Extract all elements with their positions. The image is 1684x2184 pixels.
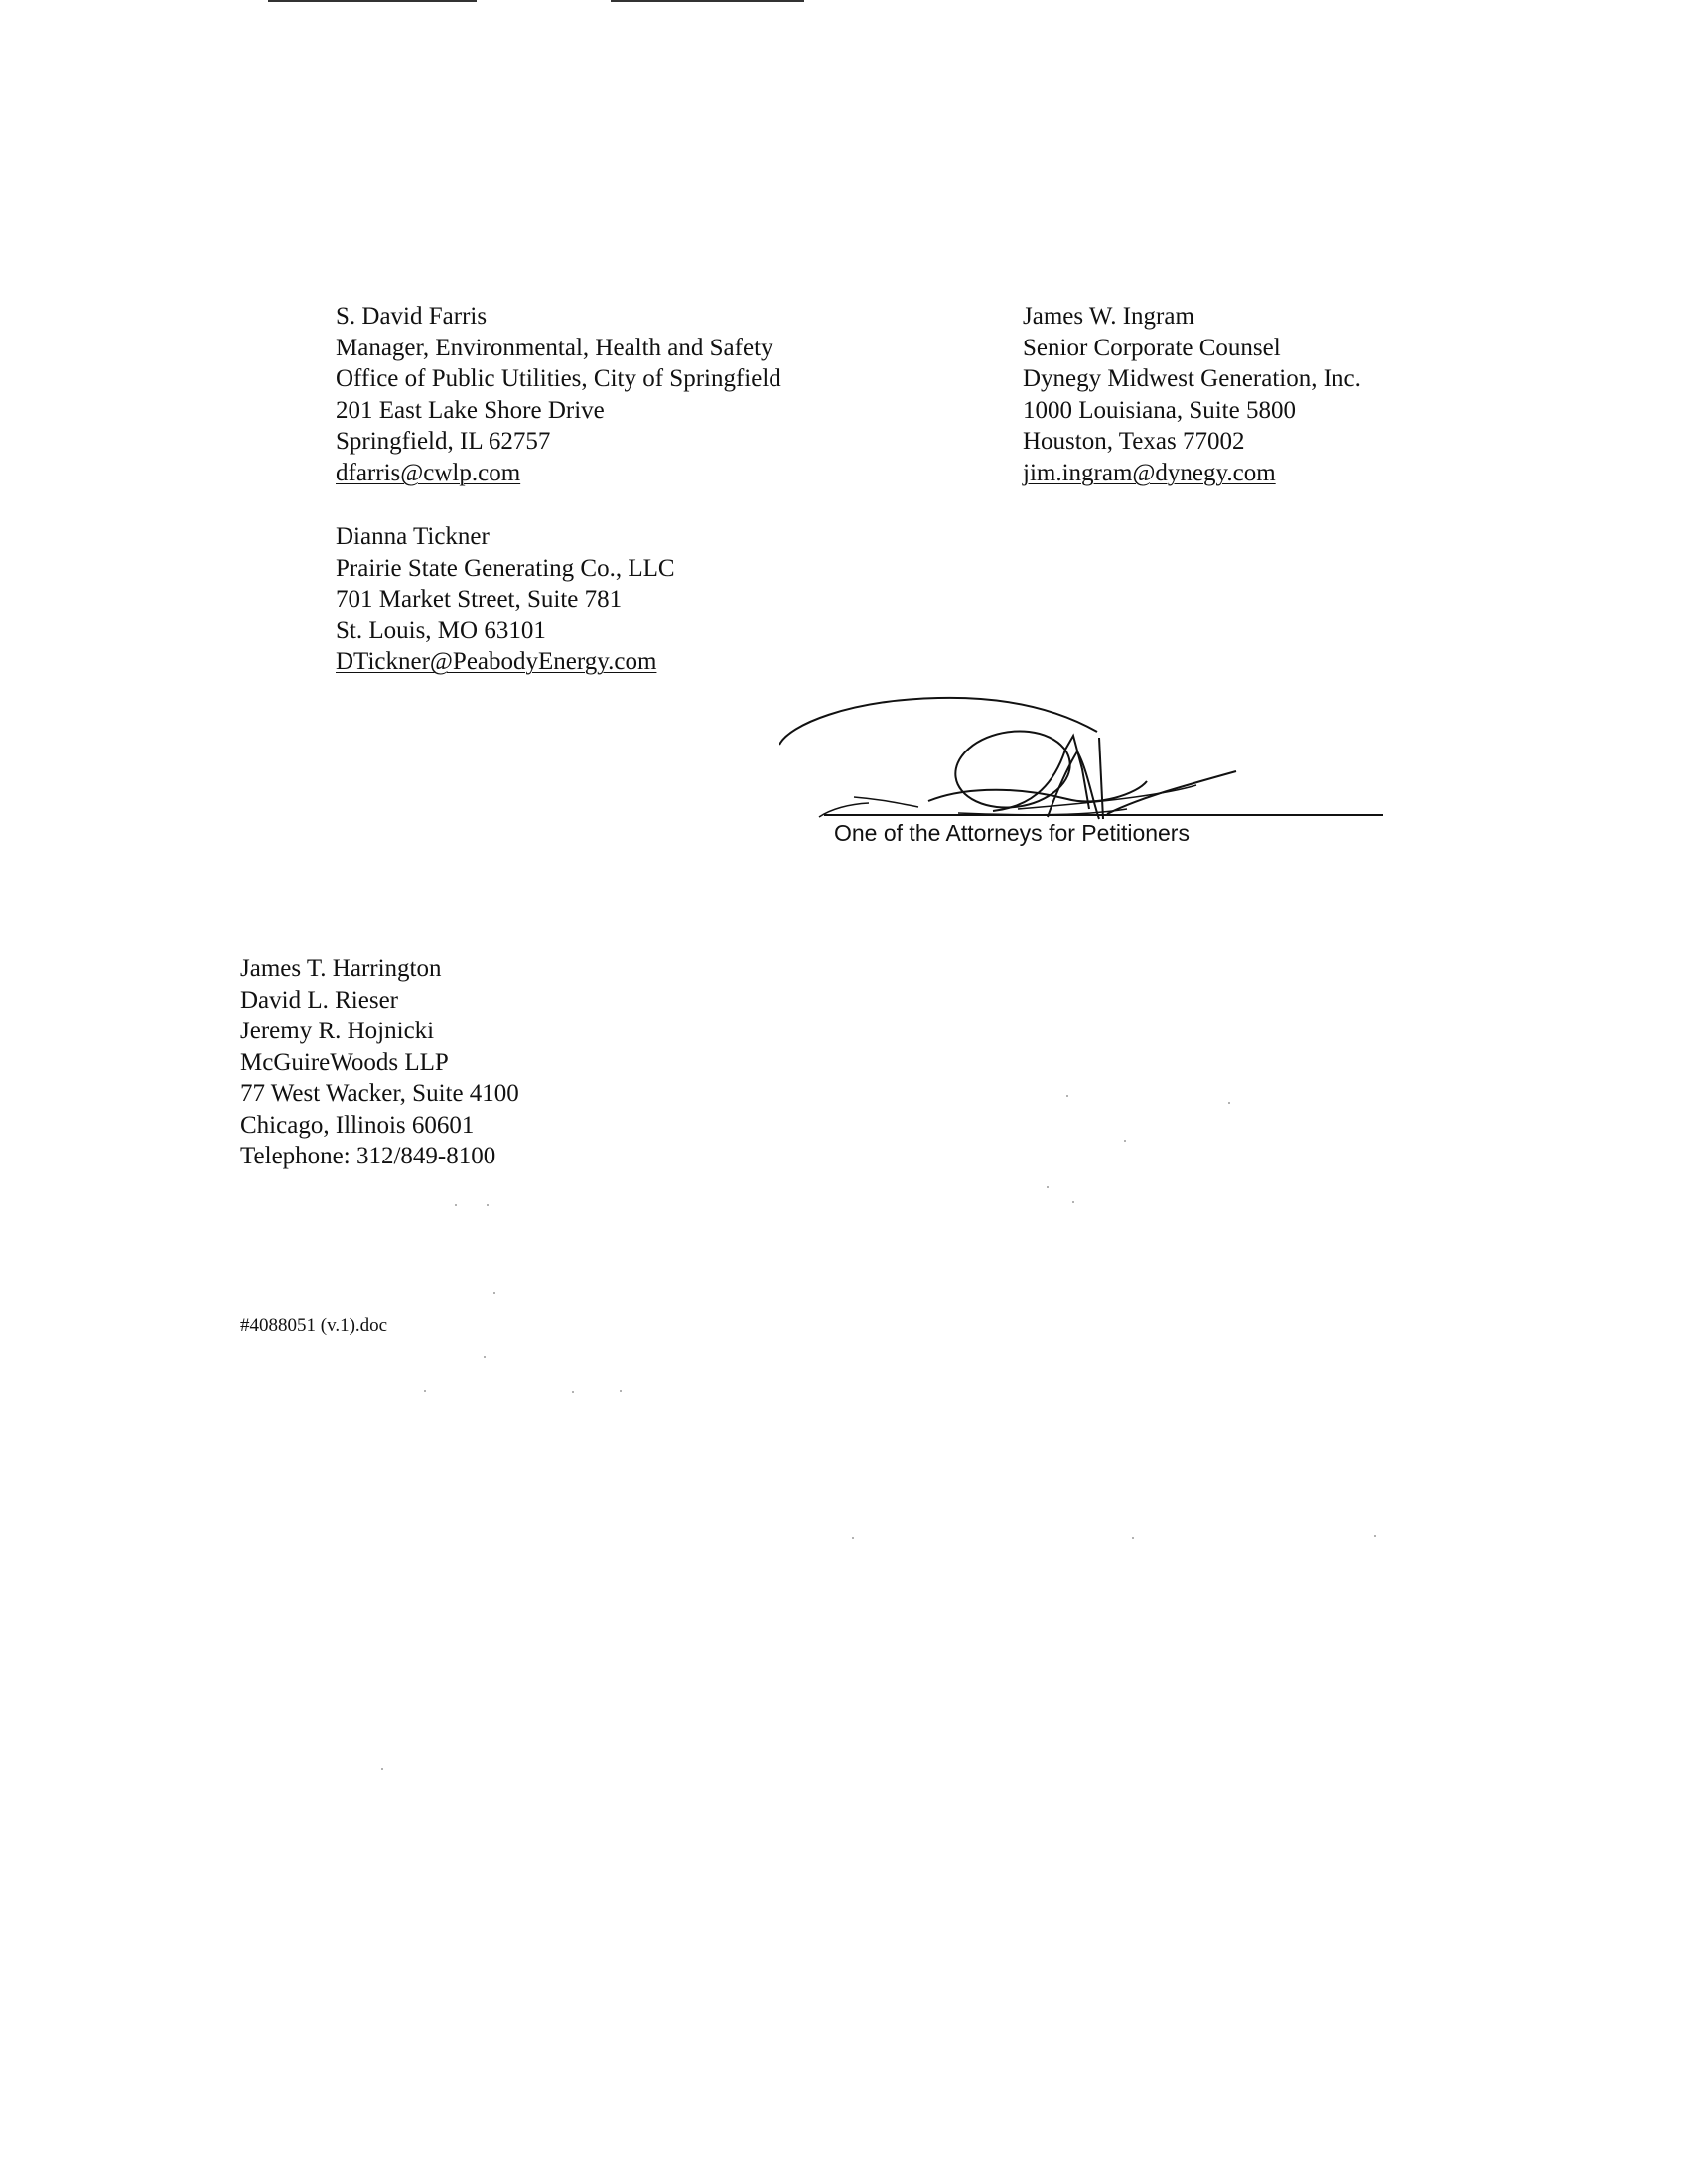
contact-email-link[interactable]: DTickner@PeabodyEnergy.com (336, 648, 657, 675)
attorney-name: Jeremy R. Hojnicki (240, 1018, 435, 1044)
scan-speck (1374, 1535, 1376, 1537)
signature-caption: One of the Attorneys for Petitioners (834, 820, 1190, 846)
signature-block (779, 690, 1400, 859)
contact-block-tickner (336, 521, 675, 678)
scan-speck (1066, 1095, 1068, 1097)
firm-telephone: Telephone: 312/849-8100 (240, 1143, 496, 1169)
scan-speck (487, 1204, 489, 1206)
scan-speck (455, 1204, 457, 1206)
contact-block-farris (336, 301, 781, 488)
contact-organization: Office of Public Utilities, City of Springfield (336, 365, 781, 392)
contact-email-link[interactable]: dfarris@cwlp.com (336, 459, 521, 486)
contact-address-line2: St. Louis, MO 63101 (336, 616, 546, 644)
scan-speck (1228, 1102, 1230, 1104)
scan-speck (381, 1768, 383, 1770)
scan-speck (1047, 1186, 1049, 1188)
scan-speck (484, 1356, 486, 1358)
contact-address-line2: Springfield, IL 62757 (336, 428, 551, 455)
contact-organization: Prairie State Generating Co., LLC (336, 554, 675, 582)
contact-address-line2: Houston, Texas 77002 (1023, 428, 1245, 455)
document-id: #4088051 (v.1).doc (240, 1315, 388, 1336)
firm-address-line1: 77 West Wacker, Suite 4100 (240, 1080, 519, 1107)
contact-name: S. David Farris (336, 303, 488, 330)
contact-address-line1: 1000 Louisiana, Suite 5800 (1023, 396, 1296, 424)
firm-address-line2: Chicago, Illinois 60601 (240, 1111, 475, 1139)
contact-block-ingram (1023, 301, 1361, 488)
attorney-name: David L. Rieser (240, 986, 398, 1014)
attorney-name: James T. Harrington (240, 955, 442, 982)
top-rule-left (268, 0, 477, 2)
contact-address-line1: 701 Market Street, Suite 781 (336, 586, 623, 613)
scan-speck (1132, 1537, 1134, 1539)
counsel-block (240, 953, 519, 1172)
contact-email-link[interactable]: jim.ingram@dynegy.com (1023, 459, 1276, 486)
contact-name: James W. Ingram (1023, 303, 1194, 330)
contact-address-line1: 201 East Lake Shore Drive (336, 396, 605, 424)
contact-title: Senior Corporate Counsel (1023, 334, 1281, 361)
scan-speck (572, 1391, 574, 1393)
law-firm-name: McGuireWoods LLP (240, 1048, 449, 1076)
scan-speck (493, 1292, 495, 1294)
scan-speck (852, 1537, 854, 1539)
contact-title: Manager, Environmental, Health and Safety (336, 334, 773, 361)
top-rule-right (611, 0, 804, 2)
scan-speck (424, 1390, 426, 1392)
contact-organization: Dynegy Midwest Generation, Inc. (1023, 365, 1361, 392)
scan-speck (620, 1390, 622, 1392)
scan-speck (1072, 1201, 1074, 1203)
contact-name: Dianna Tickner (336, 523, 490, 550)
scan-speck (1124, 1140, 1126, 1142)
